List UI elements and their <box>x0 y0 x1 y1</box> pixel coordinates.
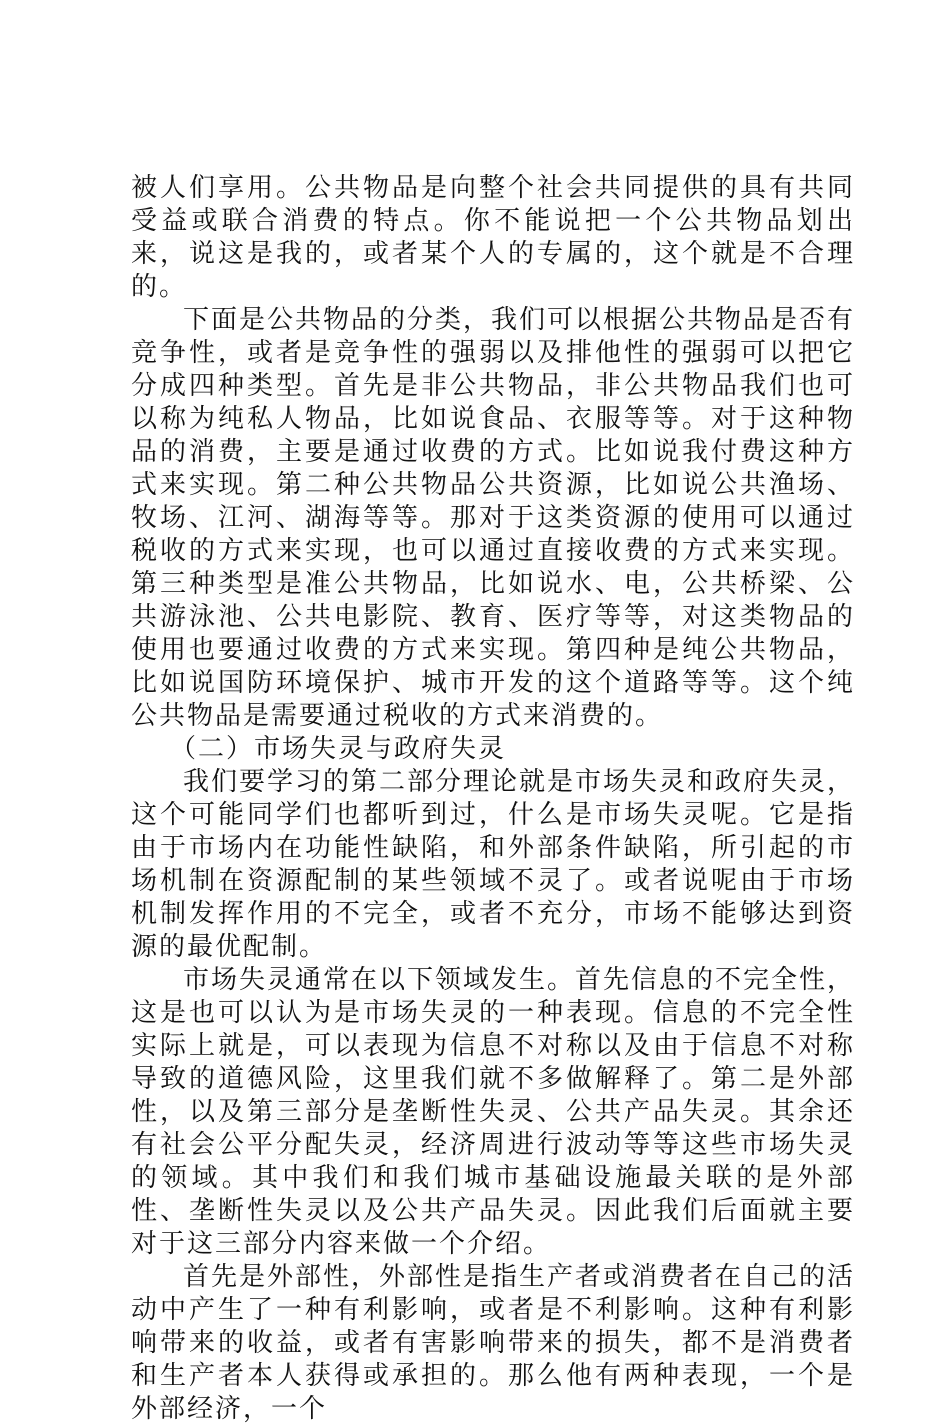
paragraph-continuation: 被人们享用。公共物品是向整个社会共同提供的具有共同受益或联合消费的特点。你不能说把一个公共物品划出来，说这是我的，或者某个人的专属的，这个就是不合理的。 <box>131 173 855 302</box>
paragraph-public-goods-classification: 下面是公共物品的分类，我们可以根据公共物品是否有竞争性，或者是竞争性的强弱以及排他性的强弱可以把它分成四种类型。首先是非公共物品，非公共物品我们也可以称为纯私人物品，比如说食品、衣服等等。对于这种物品的消费，主要是通过收费的方式。比如说我付费这种方式来实现。第二种公共物品公共资源，比如说公共渔场、牧场、江河、湖海等等。那对于这类资源的使用可以通过税收的方式来实现，也可以通过直接收费的方式来实现。第三种类型是准公共物品，比如说水、电，公共桥梁、公共游泳池、公共电影院、教育、医疗等等，对这类物品的使用也要通过收费的方式来实现。第四种是纯公共物品，比如说国防环境保护、城市开发的这个道路等等。这个纯公共物品是需要通过税收的方式来消费的。 <box>131 305 856 731</box>
document-body <box>131 172 855 1426</box>
paragraph-market-failure-areas: 市场失灵通常在以下领域发生。首先信息的不完全性，这是也可以认为是市场失灵的一种表现。信息的不完全性实际上就是，可以表现为信息不对称以及由于信息不对称导致的道德风险，这里我们就不多做解释了。第二是外部性，以及第三部分是垄断性失灵、公共产品失灵。其余还有社会公平分配失灵，经济周进行波动等等这些市场失灵的领域。其中我们和我们城市基础设施最关联的是外部性、垄断性失灵以及公共产品失灵。因此我们后面就主要对于这三部分内容来做一个介绍。 <box>131 965 856 1259</box>
paragraph-market-failure-definition: 我们要学习的第二部分理论就是市场失灵和政府失灵，这个可能同学们也都听到过，什么是市场失灵呢。它是指由于市场内在功能性缺陷，和外部条件缺陷，所引起的市场机制在资源配制的某些领域不灵了。或者说呢由于市场机制发挥作用的不完全，或者不充分，市场不能够达到资源的最优配制。 <box>131 767 856 962</box>
paragraph-externality: 首先是外部性，外部性是指生产者或消费者在自己的活动中产生了一种有利影响，或者是不利影响。这种有利影响带来的收益，或者有害影响带来的损失，都不是消费者和生产者本人获得或承担的。那么他有两种表现，一个是外部经济，一个 <box>131 1262 856 1424</box>
section-heading-market-government-failure: （二）市场失灵与政府失灵 <box>170 734 507 764</box>
